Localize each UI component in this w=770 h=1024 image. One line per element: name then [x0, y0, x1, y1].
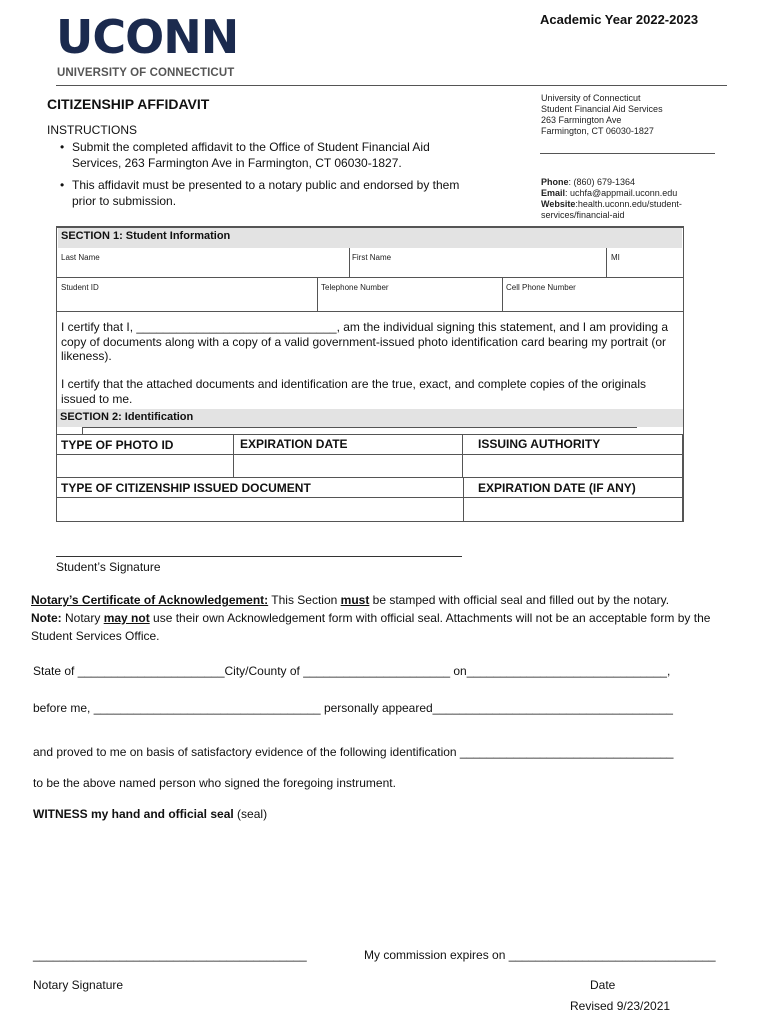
certify-documents: I certify that the attached documents and identification are the true, exact, and complete copies of the originals issued to me.	[61, 377, 647, 406]
table-col	[463, 477, 464, 522]
student-signature-label: Student’s Signature	[56, 560, 161, 574]
student-id-field[interactable]: Student ID	[61, 283, 99, 292]
table-col	[233, 434, 234, 477]
first-name-field[interactable]: First Name	[352, 253, 392, 262]
witness-text: WITNESS my hand and official seal (seal)	[33, 807, 268, 821]
instruction-item: • Submit the completed affidavit to the Office of Student Financial Aid Services, 263 Farmington Ave in Farmington, CT 06030-1827.	[60, 140, 430, 170]
form-title: CITIZENSHIP AFFIDAVIT	[47, 96, 210, 112]
citizenship-document-label: TYPE OF CITIZENSHIP ISSUED DOCUMENT	[61, 481, 311, 495]
contact-details: Phone: (860) 679-1364 Email: uchfa@appmail.uconn.edu Website:health.uconn.edu/student- services/financial-aid	[541, 177, 682, 220]
cell-phone-field[interactable]: Cell Phone Number	[506, 283, 576, 292]
section1-col-divider	[606, 248, 607, 277]
expiration-if-any-label: EXPIRATION DATE (IF ANY)	[478, 481, 636, 495]
notary-signature-label: Notary Signature	[33, 978, 124, 992]
section1-col-divider	[502, 277, 503, 312]
academic-year: Academic Year 2022-2023	[540, 12, 699, 27]
section1-header: SECTION 1: Student Information	[58, 228, 682, 248]
commission-expires-line[interactable]: My commission expires on _______________________________	[364, 948, 716, 962]
table-line	[57, 497, 682, 498]
student-signature-line[interactable]	[56, 556, 462, 557]
type-photo-id-label: TYPE OF PHOTO ID	[61, 438, 174, 452]
uconn-logo: UCONN	[56, 10, 239, 64]
state-county-line[interactable]: State of ______________________City/County of ______________________ on______________________________,	[33, 664, 671, 678]
contact-address: University of Connecticut Student Financial Aid Services 263 Farmington Ave Farmington, CT 06030-1827	[541, 93, 663, 136]
before-me-line[interactable]: before me, __________________________________ personally appeared____________________________________	[33, 701, 673, 715]
mi-field[interactable]: MI	[611, 253, 620, 262]
issuing-authority-label: ISSUING AUTHORITY	[478, 437, 601, 451]
header-divider	[56, 85, 727, 86]
identification-line[interactable]: and proved to me on basis of satisfactory evidence of the following identification ________________________________	[33, 745, 674, 759]
expiration-date-label: EXPIRATION DATE	[240, 437, 348, 451]
instruction-item: • This affidavit must be presented to a notary public and endorsed by them prior to submission.	[60, 178, 460, 208]
section1-col-divider	[349, 248, 350, 277]
section1-col-divider	[317, 277, 318, 312]
table-line	[57, 454, 682, 455]
uconn-logo-subtitle: UNIVERSITY OF CONNECTICUT	[57, 67, 235, 79]
section1-row-line	[57, 277, 683, 278]
telephone-field[interactable]: Telephone Number	[321, 283, 389, 292]
notary-certificate-text: Notary’s Certificate of Acknowledgement: This Section must be stamped with official seal and filled out by the notary. Note: Notary may not use their own Acknowledgement form with official seal. Attachments will not be an acceptable form by the Student Services Office.	[31, 593, 711, 643]
revised-date: Revised 9/23/2021	[570, 999, 671, 1013]
date-label: Date	[590, 978, 616, 992]
table-col	[462, 434, 463, 477]
section2-line	[82, 427, 637, 428]
named-person-text: to be the above named person who signed the foregoing instrument.	[33, 776, 396, 790]
certify-box-right	[683, 312, 684, 522]
certify-statement: I certify that I, ______________________________, am the individual signing this statement, and I am providing a copy of documents along with a copy of a valid government-issued photo identification card bearing my portrait (or likeness).	[61, 320, 669, 363]
instructions-heading: INSTRUCTIONS	[47, 123, 137, 137]
contact-divider	[540, 153, 715, 154]
last-name-field[interactable]: Last Name	[61, 253, 100, 262]
notary-signature-line[interactable]: _________________________________________	[33, 948, 307, 962]
table-line	[57, 477, 682, 478]
section2-header: SECTION 2: Identification	[57, 409, 683, 427]
